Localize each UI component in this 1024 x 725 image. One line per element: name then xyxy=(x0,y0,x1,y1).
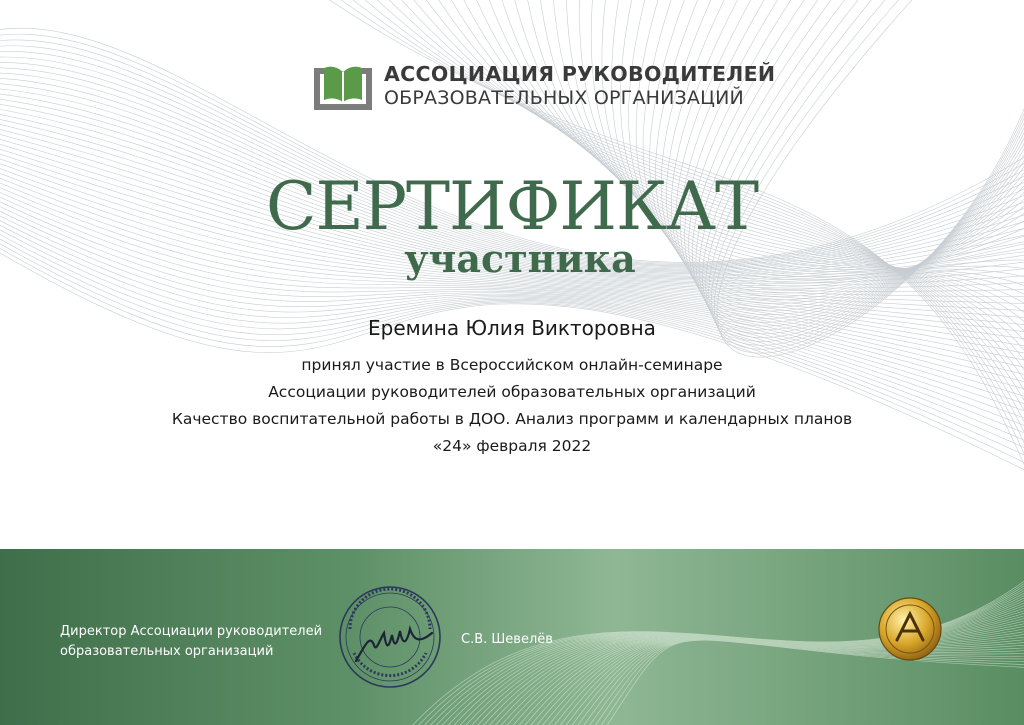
certificate-details xyxy=(0,352,1024,460)
organization-name-line2: ОБРАЗОВАТЕЛЬНЫХ ОРГАНИЗАЦИЙ xyxy=(384,87,744,109)
seal-stamp-icon xyxy=(336,583,444,691)
director-title-line1: Директор Ассоциации руководителей xyxy=(60,624,323,639)
signer-name: С.В. Шевелёв xyxy=(461,632,553,647)
details-line: принял участие в Всероссийском онлайн-семинаре xyxy=(301,356,723,374)
details-line: Качество воспитательной работы в ДОО. Анализ программ и календарных планов xyxy=(171,410,853,428)
open-book-icon xyxy=(312,60,374,112)
certificate-title: СЕРТИФИКАТ xyxy=(265,168,759,245)
organization-name-line1: АССОЦИАЦИЯ РУКОВОДИТЕЛЕЙ xyxy=(384,62,776,86)
certificate-subtitle: участника xyxy=(404,236,636,281)
gold-medal-icon xyxy=(877,596,943,662)
event-date: «24» февраля 2022 xyxy=(432,437,592,455)
organization-logo xyxy=(312,60,775,112)
details-line: Ассоциации руководителей образовательных организаций xyxy=(268,383,756,401)
director-title-line2: образовательных организаций xyxy=(60,644,274,659)
director-title xyxy=(60,622,322,662)
recipient-name: Еремина Юлия Викторовна xyxy=(368,316,656,340)
